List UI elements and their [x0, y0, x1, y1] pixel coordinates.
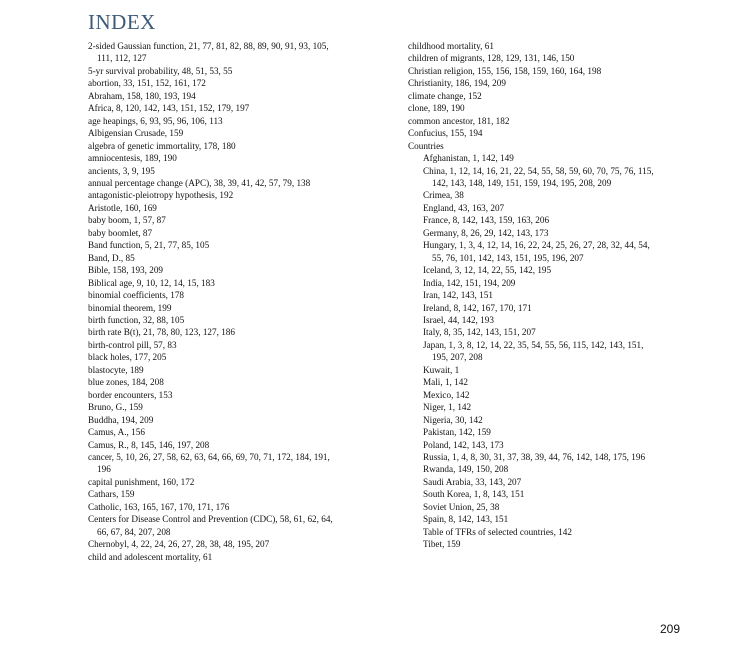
index-entry	[408, 90, 708, 102]
index-entry-text: Band function, 5, 21, 77, 85, 105	[88, 240, 210, 251]
index-entry-text: Iceland, 3, 12, 14, 22, 55, 142, 195	[423, 265, 552, 276]
index-subentry	[408, 339, 708, 364]
index-entry-text: Italy, 8, 35, 142, 143, 151, 207	[423, 327, 536, 338]
page-title: INDEX	[88, 10, 156, 34]
index-column-left	[88, 40, 388, 563]
index-entry-text: Bible, 158, 193, 209	[88, 265, 164, 276]
index-subentry	[408, 302, 708, 314]
index-entry	[88, 202, 388, 214]
index-entry-text: Band, D., 85	[88, 252, 135, 263]
index-entry-text: binomial coefficients, 178	[88, 290, 185, 301]
index-entry-text: capital punishment, 160, 172	[88, 476, 195, 487]
index-entry	[88, 140, 388, 152]
index-entry-text: Catholic, 163, 165, 167, 170, 171, 176	[88, 501, 230, 512]
index-subentry	[408, 501, 708, 513]
index-entry-text: Christian religion, 155, 156, 158, 159, 160, 164, 198	[408, 65, 602, 76]
index-entry-text: ancients, 3, 9, 195	[88, 165, 155, 176]
index-entry-text: algebra of genetic immortality, 178, 180	[88, 140, 236, 151]
index-entry	[88, 351, 388, 363]
index-entry	[88, 476, 388, 488]
index-entry	[88, 177, 388, 189]
index-subentry	[408, 414, 708, 426]
index-entry-text: children of migrants, 128, 129, 131, 146, 150	[408, 53, 575, 64]
index-entry-text: Hungary, 1, 3, 4, 12, 14, 16, 22, 24, 25, 26, 27, 28, 32, 44, 54,	[423, 240, 650, 251]
index-entry-text: Chernobyl, 4, 22, 24, 26, 27, 28, 38, 48, 195, 207	[88, 539, 270, 550]
index-entry	[88, 501, 388, 513]
index-entry	[88, 115, 388, 127]
index-entry-text: China, 1, 12, 14, 16, 21, 22, 54, 55, 58, 59, 60, 70, 75, 76, 115,	[423, 165, 654, 176]
index-entry-text: birth-control pill, 57, 83	[88, 339, 177, 350]
index-subentry	[408, 389, 708, 401]
index-entry-text: Afghanistan, 1, 142, 149	[423, 153, 514, 164]
index-entry-text: Rwanda, 149, 150, 208	[423, 464, 509, 475]
index-entry	[88, 326, 388, 338]
index-entry-text: Poland, 142, 143, 173	[423, 439, 504, 450]
index-subentry	[408, 451, 708, 463]
index-entry	[88, 339, 388, 351]
index-entry	[88, 451, 388, 476]
index-entry-text: clone, 189, 190	[408, 103, 465, 114]
index-entry	[88, 551, 388, 563]
index-entry-text: baby boom, 1, 57, 87	[88, 215, 166, 226]
index-entry-text: Bruno, G., 159	[88, 402, 143, 413]
index-entry-text: France, 8, 142, 143, 159, 163, 206	[423, 215, 550, 226]
index-entry-text: Christianity, 186, 194, 209	[408, 78, 506, 89]
index-entry	[408, 65, 708, 77]
index-entry	[88, 214, 388, 226]
index-entry-text: Russia, 1, 4, 8, 30, 31, 37, 38, 39, 44, 76, 142, 148, 175, 196	[423, 451, 646, 462]
index-entry-text: Tibet, 159	[423, 539, 461, 550]
index-entry-text: Nigeria, 30, 142	[423, 414, 483, 425]
index-entry-text: Soviet Union, 25, 38	[423, 501, 500, 512]
index-entry	[88, 165, 388, 177]
index-entry-text: Spain, 8, 142, 143, 151	[423, 514, 509, 525]
index-entry-text: Centers for Disease Control and Prevention (CDC), 58, 61, 62, 64,	[88, 514, 333, 525]
index-entry-text: Camus, A., 156	[88, 427, 145, 438]
index-entry-text: Abraham, 158, 180, 193, 194	[88, 90, 196, 101]
index-entry-continuation: 66, 67, 84, 207, 208	[97, 526, 171, 537]
index-entry	[408, 115, 708, 127]
index-entry	[88, 314, 388, 326]
index-entry-text: annual percentage change (APC), 38, 39, 41, 42, 57, 79, 138	[88, 177, 311, 188]
index-subentry	[408, 326, 708, 338]
index-entry-text: Buddha, 194, 209	[88, 414, 154, 425]
index-entry-text: India, 142, 151, 194, 209	[423, 277, 516, 288]
index-entry	[88, 277, 388, 289]
index-entry	[88, 264, 388, 276]
index-subentry	[408, 202, 708, 214]
index-entry	[88, 127, 388, 139]
index-entry-text: birth rate B(t), 21, 78, 80, 123, 127, 186	[88, 327, 235, 338]
index-entry	[408, 52, 708, 64]
index-subentry	[408, 314, 708, 326]
index-entry-text: climate change, 152	[408, 90, 482, 101]
index-entry-text: England, 43, 163, 207	[423, 202, 505, 213]
index-entry-text: Mexico, 142	[423, 389, 470, 400]
index-subentry	[408, 488, 708, 500]
page-number: 209	[660, 622, 681, 636]
index-entry-text: antagonistic-pleiotropy hypothesis, 192	[88, 190, 234, 201]
index-subentry	[408, 376, 708, 388]
index-entry-text: amniocentesis, 189, 190	[88, 153, 177, 164]
index-entry-text: Aristotle, 160, 169	[88, 202, 157, 213]
index-entry-text: black holes, 177, 205	[88, 352, 167, 363]
index-entry-text: baby boomlet, 87	[88, 227, 153, 238]
index-subentry	[408, 439, 708, 451]
index-entry-continuation: 196	[97, 464, 111, 475]
index-entry	[408, 127, 708, 139]
index-entry-text: child and adolescent mortality, 61	[88, 551, 213, 562]
index-entry-text: childhood mortality, 61	[408, 41, 494, 51]
index-entry	[88, 376, 388, 388]
index-subentry	[408, 426, 708, 438]
index-entry-text: abortion, 33, 151, 152, 161, 172	[88, 78, 206, 89]
index-subentry	[408, 463, 708, 475]
index-entry-continuation: 111, 112, 127	[97, 53, 147, 64]
index-entry-text: Iran, 142, 143, 151	[423, 290, 493, 301]
index-entry-text: Kuwait, 1	[423, 364, 460, 375]
index-entry-text: Ireland, 8, 142, 167, 170, 171	[423, 302, 532, 313]
index-entry	[88, 538, 388, 550]
index-entry-text: Camus, R., 8, 145, 146, 197, 208	[88, 439, 210, 450]
index-entry	[88, 90, 388, 102]
index-entry-text: birth function, 32, 88, 105	[88, 314, 185, 325]
index-subentry	[408, 264, 708, 276]
index-entry	[88, 152, 388, 164]
index-subentry	[408, 239, 708, 264]
index-entry	[408, 140, 708, 152]
index-subentry	[408, 214, 708, 226]
index-subentry	[408, 227, 708, 239]
index-entry	[88, 77, 388, 89]
index-entry-text: 2-sided Gaussian function, 21, 77, 81, 82, 88, 89, 90, 91, 93, 105,	[88, 41, 329, 51]
index-entry-text: Countries	[408, 140, 444, 151]
index-entry	[408, 102, 708, 114]
index-entry-text: 5-yr survival probability, 48, 51, 53, 55	[88, 65, 233, 76]
index-entry-text: Germany, 8, 26, 29, 142, 143, 173	[423, 227, 549, 238]
index-entry-text: Albigensian Crusade, 159	[88, 128, 184, 139]
index-entry-text: South Korea, 1, 8, 143, 151	[423, 489, 525, 500]
index-entry-text: Mali, 1, 142	[423, 377, 468, 388]
index-entry-text: Israel, 44, 142, 193	[423, 314, 494, 325]
index-subentry	[408, 165, 708, 190]
index-subentry	[408, 289, 708, 301]
index-entry-text: Table of TFRs of selected countries, 142	[423, 526, 572, 537]
index-entry-text: cancer, 5, 10, 26, 27, 58, 62, 63, 64, 66, 69, 70, 71, 172, 184, 191,	[88, 451, 330, 462]
index-entry	[408, 40, 708, 52]
index-subentry	[408, 526, 708, 538]
index-subentry	[408, 152, 708, 164]
index-entry	[88, 513, 388, 538]
index-subentry	[408, 401, 708, 413]
index-entry	[88, 401, 388, 413]
index-entry-text: Saudi Arabia, 33, 143, 207	[423, 476, 522, 487]
index-entry-text: blastocyte, 189	[88, 364, 144, 375]
index-entry-text: blue zones, 184, 208	[88, 377, 164, 388]
index-entry	[88, 40, 388, 65]
index-subentry	[408, 189, 708, 201]
index-entry-text: Biblical age, 9, 10, 12, 14, 15, 183	[88, 277, 215, 288]
index-subentry	[408, 476, 708, 488]
index-entry-text: Niger, 1, 142	[423, 402, 472, 413]
index-entry-text: Pakistan, 142, 159	[423, 427, 491, 438]
index-entry-text: common ancestor, 181, 182	[408, 115, 510, 126]
index-entry	[88, 389, 388, 401]
index-entry	[88, 426, 388, 438]
index-entry-text: age heapings, 6, 93, 95, 96, 106, 113	[88, 115, 223, 126]
index-subentry	[408, 277, 708, 289]
index-entry	[88, 239, 388, 251]
index-entry	[88, 189, 388, 201]
index-entry-text: Africa, 8, 120, 142, 143, 151, 152, 179, 197	[88, 103, 250, 114]
index-subentry	[408, 364, 708, 376]
index-entry	[88, 252, 388, 264]
index-entry	[88, 65, 388, 77]
index-entry	[408, 77, 708, 89]
index-entry	[88, 289, 388, 301]
index-entry-text: Confucius, 155, 194	[408, 128, 483, 139]
index-entry	[88, 102, 388, 114]
index-column-right	[408, 40, 708, 551]
index-entry-text: Crimea, 38	[423, 190, 464, 201]
index-entry-continuation: 195, 207, 208	[432, 352, 483, 363]
index-entry-continuation: 55, 76, 101, 142, 143, 151, 195, 196, 207	[432, 252, 584, 263]
index-subentry	[408, 538, 708, 550]
index-entry	[88, 227, 388, 239]
index-entry	[88, 302, 388, 314]
index-entry	[88, 364, 388, 376]
index-entry-text: border encounters, 153	[88, 389, 173, 400]
index-entry	[88, 488, 388, 500]
index-entry-continuation: 142, 143, 148, 149, 151, 159, 194, 195, 208, 209	[432, 177, 612, 188]
index-entry	[88, 414, 388, 426]
index-entry	[88, 439, 388, 451]
index-entry-text: binomial theorem, 199	[88, 302, 172, 313]
index-subentry	[408, 513, 708, 525]
index-entry-text: Japan, 1, 3, 8, 12, 14, 22, 35, 54, 55, 56, 115, 142, 143, 151,	[423, 339, 644, 350]
index-entry-text: Cathars, 159	[88, 489, 135, 500]
